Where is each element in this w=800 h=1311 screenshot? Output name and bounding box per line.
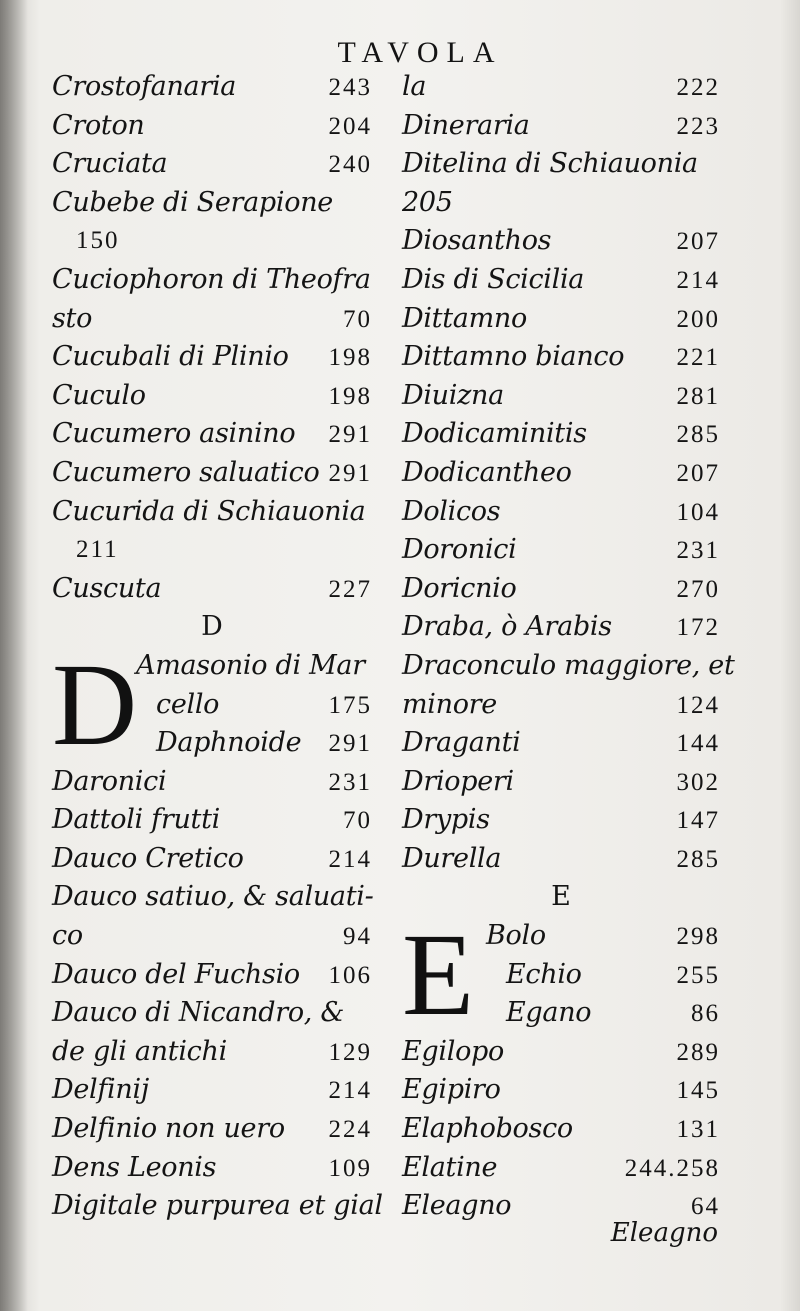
- entry-page-number: 231: [328, 768, 372, 796]
- entry-page-number: 129: [328, 1038, 372, 1066]
- entry-term: Eleagno: [402, 1190, 512, 1222]
- entry-page-number: 291: [328, 459, 372, 487]
- index-entry: [52, 840, 372, 879]
- index-entry: [402, 68, 720, 107]
- entry-page-number: 224: [328, 1116, 372, 1144]
- entry-term: Digitale purpurea et gial: [52, 1190, 383, 1222]
- entry-page-number: 145: [676, 1077, 720, 1105]
- index-entry: [52, 415, 372, 454]
- entry-term: Dens Leonis: [52, 1151, 217, 1183]
- entry-term: Amasonio di Mar: [136, 649, 365, 681]
- section-letter-e: E: [551, 881, 571, 913]
- index-entry: [402, 184, 720, 223]
- entry-term: Drypis: [402, 804, 490, 836]
- index-entry: [402, 145, 720, 184]
- left-entries-top: [52, 68, 372, 608]
- index-entry: [52, 1071, 372, 1110]
- entry-term: Draba, ò Arabis: [402, 611, 612, 643]
- entry-term: Cruciata: [52, 148, 168, 180]
- entry-page-number: 289: [676, 1038, 720, 1066]
- index-entry: [52, 878, 372, 917]
- entry-term: Dauco satiuo, & saluati-: [52, 881, 374, 913]
- entry-page-number: 291: [328, 730, 372, 758]
- entry-term: Diosanthos: [402, 225, 552, 257]
- entry-page-number: 86: [691, 1000, 720, 1028]
- index-entry: [402, 531, 720, 570]
- index-entry: [402, 763, 720, 802]
- entry-page-number: 298: [676, 923, 720, 951]
- left-column: [52, 68, 383, 1226]
- entry-term: Doronici: [402, 534, 517, 566]
- entry-page-number: 214: [328, 845, 372, 873]
- index-entry: [52, 1033, 372, 1072]
- section-letter-d: D: [201, 611, 223, 643]
- entry-term: Cubebe di Serapione: [52, 186, 333, 218]
- index-entry: [52, 68, 372, 107]
- entry-page-number: 70: [343, 807, 372, 835]
- page-header: TAVOLA: [337, 36, 503, 69]
- entry-page-number: 221: [676, 344, 720, 372]
- entry-term: de gli antichi: [52, 1035, 227, 1067]
- entry-page-number: 104: [676, 498, 720, 526]
- right-entries-top: [402, 68, 735, 878]
- entry-page-number: 200: [676, 305, 720, 333]
- index-entry: [52, 1149, 372, 1188]
- entry-term: Dattoli frutti: [52, 804, 220, 836]
- entry-page-number: 64: [691, 1193, 720, 1221]
- entry-term: Draganti: [402, 727, 521, 759]
- left-entries-bottom: [52, 763, 383, 1226]
- entry-term: Ditelina di Schiauonia: [402, 148, 698, 180]
- entry-term: Dittamno bianco: [402, 341, 625, 373]
- index-entry: [402, 300, 720, 339]
- entry-term: Egilopo: [402, 1035, 504, 1067]
- index-entry: [52, 184, 372, 223]
- entry-term: Dauco Cretico: [52, 842, 244, 874]
- entry-page-number: 223: [676, 112, 720, 140]
- entry-term: Dittamno: [402, 302, 527, 334]
- index-entry: [402, 840, 720, 879]
- entry-term: Cucubali di Plinio: [52, 341, 289, 373]
- entry-term: Cuculo: [52, 379, 146, 411]
- index-entry: [402, 415, 720, 454]
- entry-page-number: 281: [676, 382, 720, 410]
- entry-term: Dineraria: [402, 109, 530, 141]
- entry-term: 205: [402, 186, 453, 218]
- index-entry: [402, 377, 720, 416]
- index-entry: [52, 300, 372, 339]
- entry-page-number: 302: [676, 768, 720, 796]
- entry-term: Doricnio: [402, 572, 517, 604]
- index-entry: [52, 338, 372, 377]
- entry-term: Drioperi: [402, 765, 514, 797]
- index-entry: [402, 493, 720, 532]
- entry-page-number: 204: [328, 112, 372, 140]
- entry-term: co: [52, 920, 83, 952]
- entry-term: Diuizna: [402, 379, 504, 411]
- entry-term: Dodicaminitis: [402, 418, 587, 450]
- right-entries-bottom: [402, 1033, 720, 1226]
- index-entry: [52, 531, 372, 570]
- entry-term: cello: [156, 688, 220, 720]
- entry-term: Egano: [506, 997, 592, 1029]
- index-entry: [402, 107, 720, 146]
- index-entry: [402, 608, 720, 647]
- entry-page-number: 172: [676, 614, 720, 642]
- entry-page-number: 243: [328, 74, 372, 101]
- index-entry: [402, 570, 720, 609]
- entry-page-number: 255: [676, 961, 720, 989]
- entry-term: Bolo: [486, 920, 546, 952]
- entry-page-number: 144: [676, 730, 720, 758]
- index-entry: [402, 801, 720, 840]
- right-column: [402, 68, 735, 1226]
- index-entry: [402, 1071, 720, 1110]
- entry-term: Cuciophoron di Theofra: [52, 263, 371, 295]
- entry-term: Delfinij: [52, 1074, 149, 1106]
- entry-page-number: 231: [676, 537, 720, 565]
- drop-section-d: [52, 638, 372, 770]
- index-entry: [402, 647, 735, 686]
- index-entry: [402, 724, 720, 763]
- entry-term: Dauco del Fuchsio: [52, 958, 300, 990]
- entry-page-number: 124: [676, 691, 720, 719]
- entry-term: Elaphobosco: [402, 1113, 573, 1145]
- entry-term: Egipiro: [402, 1074, 501, 1106]
- index-entry: [52, 570, 372, 609]
- index-entry: [52, 493, 372, 532]
- entry-term: Delfinio non uero: [52, 1113, 285, 1145]
- entry-page-number: 175: [328, 691, 372, 719]
- entry-page-number: 222: [676, 74, 720, 101]
- entry-term: Cucumero saluatico: [52, 456, 320, 488]
- index-entry: [402, 686, 720, 725]
- entry-term: Croton: [52, 109, 145, 141]
- index-entry: [402, 338, 720, 377]
- entry-term: Draconculo maggiore, et: [402, 649, 735, 681]
- index-entry: [52, 145, 372, 184]
- entry-page-number: 207: [676, 459, 720, 487]
- entry-page-number: 131: [676, 1116, 720, 1144]
- entry-term: Elatine: [402, 1151, 498, 1183]
- index-entry: [52, 222, 372, 261]
- entry-page-number: 211: [76, 536, 119, 564]
- index-entry: [52, 261, 372, 300]
- entry-page-number: 227: [328, 575, 372, 603]
- index-entry: [52, 107, 372, 146]
- entry-page-number: 109: [328, 1154, 372, 1182]
- entry-term: la: [402, 71, 427, 102]
- entry-term: minore: [402, 688, 497, 720]
- index-entry: [402, 454, 720, 493]
- index-entry: [402, 261, 720, 300]
- index-entry: [402, 1110, 720, 1149]
- index-entry: [52, 1110, 372, 1149]
- index-entry: [52, 917, 372, 956]
- entry-page-number: 285: [676, 421, 720, 449]
- entry-term: Daronici: [52, 765, 167, 797]
- entry-page-number: 150: [76, 227, 120, 255]
- entry-page-number: 240: [328, 151, 372, 179]
- entry-term: Crostofanaria: [52, 71, 237, 102]
- entry-term: sto: [52, 302, 93, 334]
- entry-page-number: 198: [328, 382, 372, 410]
- entry-term: Durella: [402, 842, 502, 874]
- entry-page-number: 198: [328, 344, 372, 372]
- index-entry: [52, 377, 372, 416]
- drop-cap-e: E: [402, 909, 475, 1041]
- index-entry: [52, 994, 372, 1033]
- entry-term: Dis di Scicilia: [402, 263, 585, 295]
- entry-page-number: 147: [676, 807, 720, 835]
- entry-page-number: 270: [676, 575, 720, 603]
- entry-term: Daphnoide: [156, 727, 302, 759]
- index-entry: [52, 1187, 383, 1226]
- entry-term: Echio: [506, 958, 582, 990]
- index-entry: [402, 222, 720, 261]
- entry-page-number: 214: [676, 266, 720, 294]
- entry-page-number: 106: [328, 961, 372, 989]
- entry-term: Dodicantheo: [402, 456, 572, 488]
- entry-page-number: 94: [343, 923, 372, 951]
- index-entry: [402, 1149, 720, 1188]
- index-entry: [52, 956, 372, 995]
- entry-term: Cucurida di Schiauonia: [52, 495, 366, 527]
- entry-page-number: 285: [676, 845, 720, 873]
- entry-term: Dolicos: [402, 495, 501, 527]
- index-entry: [52, 801, 372, 840]
- index-entry: [52, 454, 372, 493]
- entry-page-number: 207: [676, 228, 720, 256]
- drop-section-e: [402, 909, 720, 1041]
- drop-cap-d: D: [52, 638, 138, 770]
- entry-page-number: 291: [328, 421, 372, 449]
- catchword: Eleagno: [610, 1218, 718, 1248]
- entry-term: Dauco di Nicandro, &: [52, 997, 345, 1029]
- gutter-shadow: [0, 0, 28, 1311]
- entry-page-number: 214: [328, 1077, 372, 1105]
- entry-page-number: 70: [343, 305, 372, 333]
- entry-term: Cucumero asinino: [52, 418, 296, 450]
- entry-page-number: 244.258: [624, 1154, 720, 1182]
- entry-term: Cuscuta: [52, 572, 162, 604]
